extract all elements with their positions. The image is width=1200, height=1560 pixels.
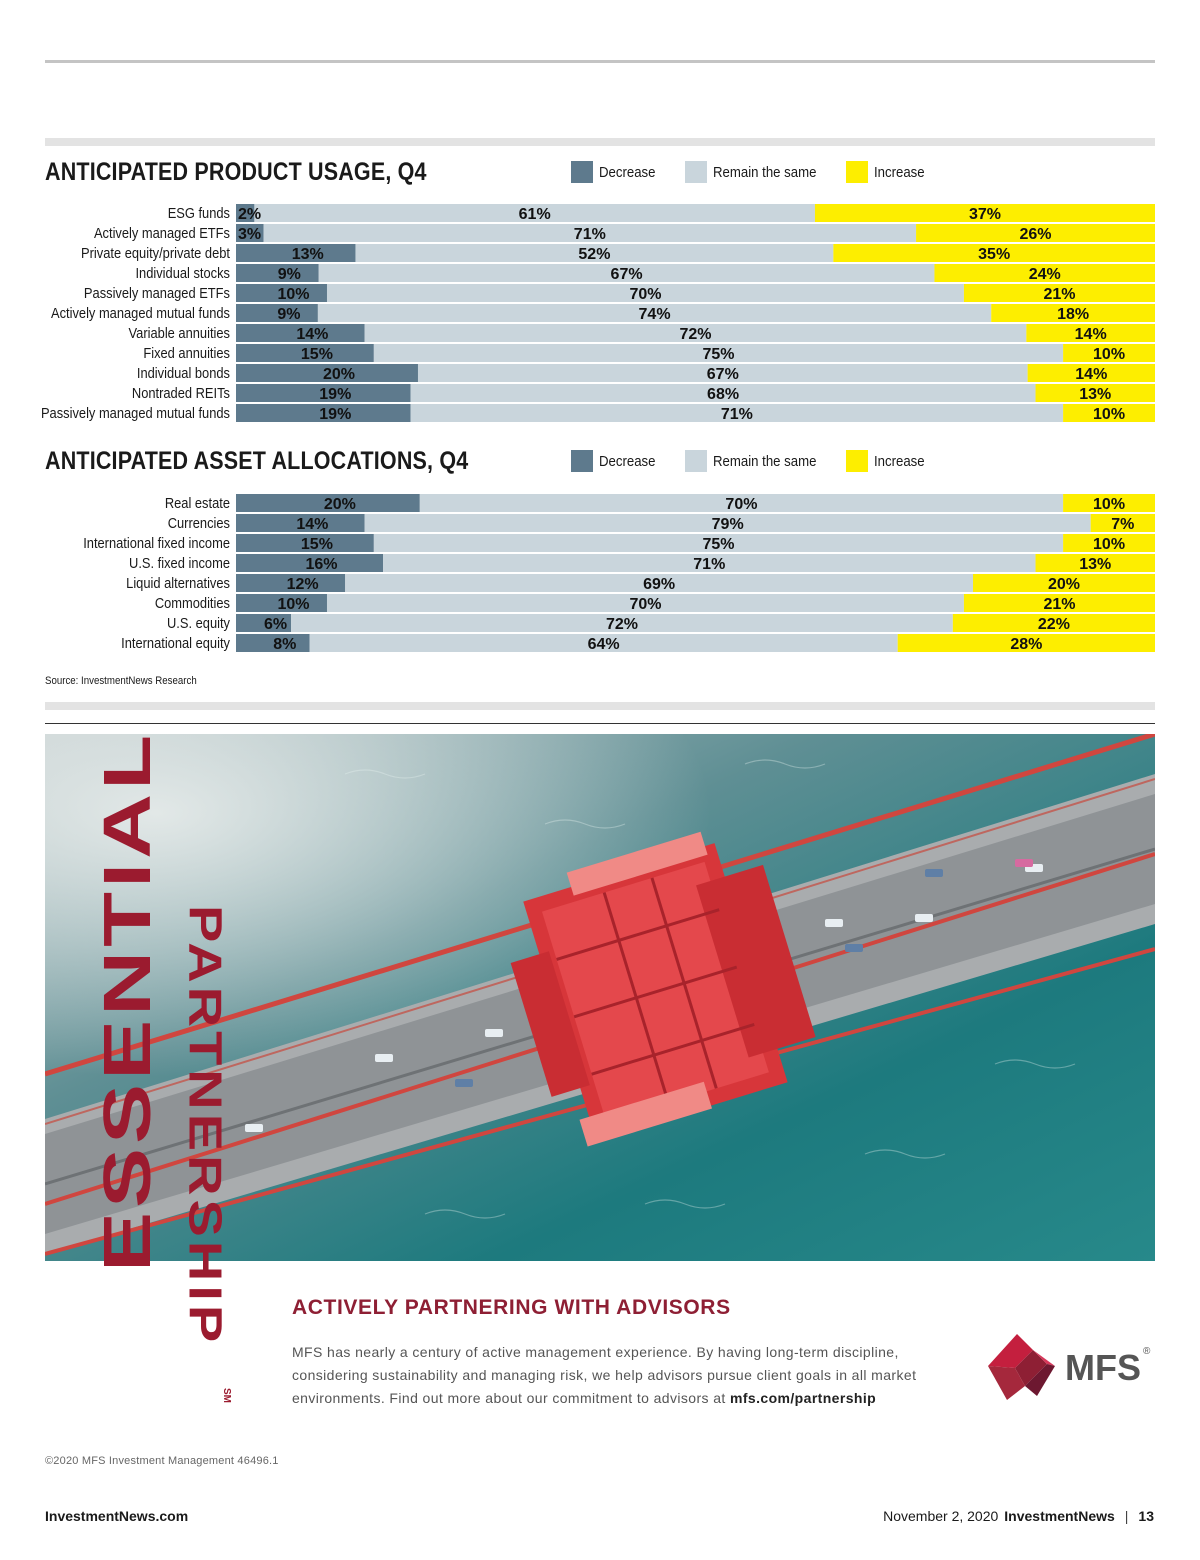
legend-label-decrease: Decrease: [599, 163, 656, 181]
data-label-same: 72%: [605, 616, 638, 633]
legend-item-decrease: [571, 161, 663, 183]
category-label: International fixed income: [83, 534, 230, 552]
ad-body-copy: MFS has nearly a century of active management experience. By having long-term discipline, considering sustainability and managing risk, we help advisors pursue client goals in all market environments. Find out more about our commitment to advisors at: [292, 1344, 917, 1406]
data-label-same: 69%: [643, 576, 676, 593]
category-label: Real estate: [164, 494, 230, 512]
legend-swatch-same: [685, 450, 707, 472]
category-label: Individual stocks: [135, 264, 230, 282]
mfs-logo-mark-icon: [985, 1330, 1155, 1402]
category-label: Passively managed ETFs: [83, 284, 230, 302]
legend-label-same: Remain the same: [713, 452, 817, 470]
data-label-increase: 24%: [1028, 266, 1061, 283]
data-label-same: 75%: [702, 346, 735, 363]
data-label-decrease: 9%: [277, 306, 301, 323]
ad-word-partnership: PARTNERSHIP: [179, 905, 232, 1347]
legend-swatch-increase: [846, 450, 868, 472]
chart-asset-allocations: [40, 490, 1160, 654]
ad-service-mark: SM: [221, 1388, 232, 1403]
data-label-same: 70%: [725, 496, 758, 513]
chart-title-asset-allocations: ANTICIPATED ASSET ALLOCATIONS, Q4: [45, 447, 469, 475]
category-label: Private equity/private debt: [81, 244, 230, 262]
data-label-decrease: 10%: [277, 286, 310, 303]
category-label: Fixed annuities: [143, 344, 230, 362]
category-label: Variable annuities: [128, 324, 230, 342]
data-label-increase: 21%: [1043, 286, 1076, 303]
ad-link[interactable]: mfs.com/partnership: [730, 1390, 877, 1406]
stacked-bar-chart-svg: [40, 490, 1160, 654]
stacked-bar-chart-svg: [40, 200, 1160, 424]
category-label: Individual bonds: [136, 364, 230, 382]
data-label-same: 70%: [629, 286, 662, 303]
page-number: 13: [1138, 1508, 1154, 1524]
legend-swatch-decrease: [571, 450, 593, 472]
footer-separator: |: [1124, 1508, 1129, 1524]
category-label: Currencies: [167, 514, 230, 532]
data-label-increase: 13%: [1079, 386, 1112, 403]
data-label-same: 67%: [610, 266, 643, 283]
data-label-increase: 21%: [1043, 596, 1076, 613]
data-label-increase: 37%: [968, 206, 1002, 223]
ad-copyright: ©2020 MFS Investment Management 46496.1: [45, 1455, 279, 1467]
footer-folio: [883, 1508, 1154, 1524]
data-label-same: 79%: [711, 516, 744, 533]
data-label-decrease: 20%: [323, 496, 356, 513]
data-label-increase: 13%: [1079, 556, 1112, 573]
legend-item-decrease: [571, 450, 663, 472]
category-label: Liquid alternatives: [126, 574, 230, 592]
data-label-decrease: 9%: [277, 266, 301, 283]
data-label-decrease: 12%: [286, 576, 319, 593]
category-label: Commodities: [154, 594, 230, 612]
legend-label-increase: Increase: [874, 452, 925, 470]
category-label: Passively managed mutual funds: [40, 404, 230, 422]
legend-asset-allocations: [571, 450, 991, 472]
legend-item-same: [685, 161, 831, 183]
category-label: Nontraded REITs: [131, 384, 230, 402]
top-rule: [45, 60, 1155, 63]
legend-item-same: [685, 450, 831, 472]
data-label-increase: 10%: [1093, 536, 1126, 553]
data-label-increase: 18%: [1057, 306, 1090, 323]
legend-swatch-increase: [846, 161, 868, 183]
footer-publication: InvestmentNews: [1004, 1508, 1115, 1524]
footer-site[interactable]: InvestmentNews.com: [45, 1508, 189, 1524]
category-label: U.S. fixed income: [129, 554, 230, 572]
data-label-decrease: 14%: [296, 326, 329, 343]
legend-item-increase: [846, 450, 932, 472]
legend-swatch-same: [685, 161, 707, 183]
data-label-increase: 10%: [1093, 346, 1126, 363]
chart-source: Source: InvestmentNews Research: [45, 675, 197, 687]
ad-heading: ACTIVELY PARTNERING WITH ADVISORS: [292, 1296, 731, 1319]
ad-body-text: [292, 1341, 932, 1410]
data-label-decrease: 8%: [273, 636, 297, 653]
data-label-increase: 22%: [1037, 616, 1070, 633]
data-label-decrease: 3%: [238, 226, 262, 243]
data-label-decrease: 19%: [319, 406, 352, 423]
category-label: Actively managed ETFs: [93, 224, 230, 242]
data-label-same: 64%: [587, 636, 620, 653]
data-label-decrease: 16%: [305, 556, 338, 573]
section-band-1: [45, 138, 1155, 146]
data-label-same: 67%: [706, 366, 739, 383]
data-label-same: 68%: [707, 386, 740, 403]
data-label-same: 71%: [693, 556, 726, 573]
category-label: U.S. equity: [166, 614, 230, 632]
legend-label-same: Remain the same: [713, 163, 817, 181]
data-label-decrease: 14%: [296, 516, 329, 533]
category-label: International equity: [121, 634, 230, 652]
legend-item-increase: [846, 161, 932, 183]
data-label-increase: 20%: [1047, 576, 1081, 593]
data-label-same: 70%: [629, 596, 662, 613]
footer-date: November 2, 2020: [883, 1508, 999, 1524]
data-label-increase: 26%: [1019, 226, 1052, 243]
data-label-increase: 28%: [1010, 636, 1043, 653]
data-label-decrease: 13%: [291, 246, 324, 263]
chart-product-usage: [40, 200, 1160, 424]
data-label-increase: 14%: [1074, 326, 1107, 343]
legend-label-increase: Increase: [874, 163, 925, 181]
data-label-decrease: 6%: [264, 616, 288, 633]
ad-word-essential: ESSENTIAL: [90, 730, 165, 1272]
data-label-same: 74%: [638, 306, 671, 323]
data-label-same: 71%: [720, 406, 753, 423]
data-label-decrease: 19%: [319, 386, 352, 403]
mfs-registered-mark: ®: [1143, 1346, 1151, 1357]
mfs-logo: [985, 1330, 1155, 1402]
legend-label-decrease: Decrease: [599, 452, 656, 470]
data-label-increase: 35%: [978, 246, 1011, 263]
data-label-decrease: 20%: [322, 366, 356, 383]
legend-product-usage: [571, 161, 991, 183]
chart-title-product-usage: ANTICIPATED PRODUCT USAGE, Q4: [45, 158, 427, 186]
ad-divider: [45, 723, 1155, 724]
data-label-same: 72%: [679, 326, 712, 343]
data-label-same: 52%: [578, 246, 611, 263]
data-label-increase: 10%: [1093, 406, 1126, 423]
data-label-decrease: 15%: [300, 346, 333, 363]
data-label-increase: 10%: [1093, 496, 1126, 513]
data-label-decrease: 15%: [300, 536, 333, 553]
data-label-decrease: 10%: [277, 596, 310, 613]
category-label: Actively managed mutual funds: [50, 304, 230, 322]
data-label-increase: 14%: [1075, 366, 1108, 383]
category-label: ESG funds: [167, 204, 230, 222]
mfs-logo-text: MFS: [1065, 1347, 1141, 1388]
data-label-same: 61%: [518, 206, 551, 223]
section-band-2: [45, 702, 1155, 710]
legend-swatch-decrease: [571, 161, 593, 183]
data-label-decrease: 2%: [238, 206, 262, 223]
data-label-same: 71%: [573, 226, 606, 243]
data-label-increase: 7%: [1111, 516, 1135, 533]
data-label-same: 75%: [702, 536, 735, 553]
